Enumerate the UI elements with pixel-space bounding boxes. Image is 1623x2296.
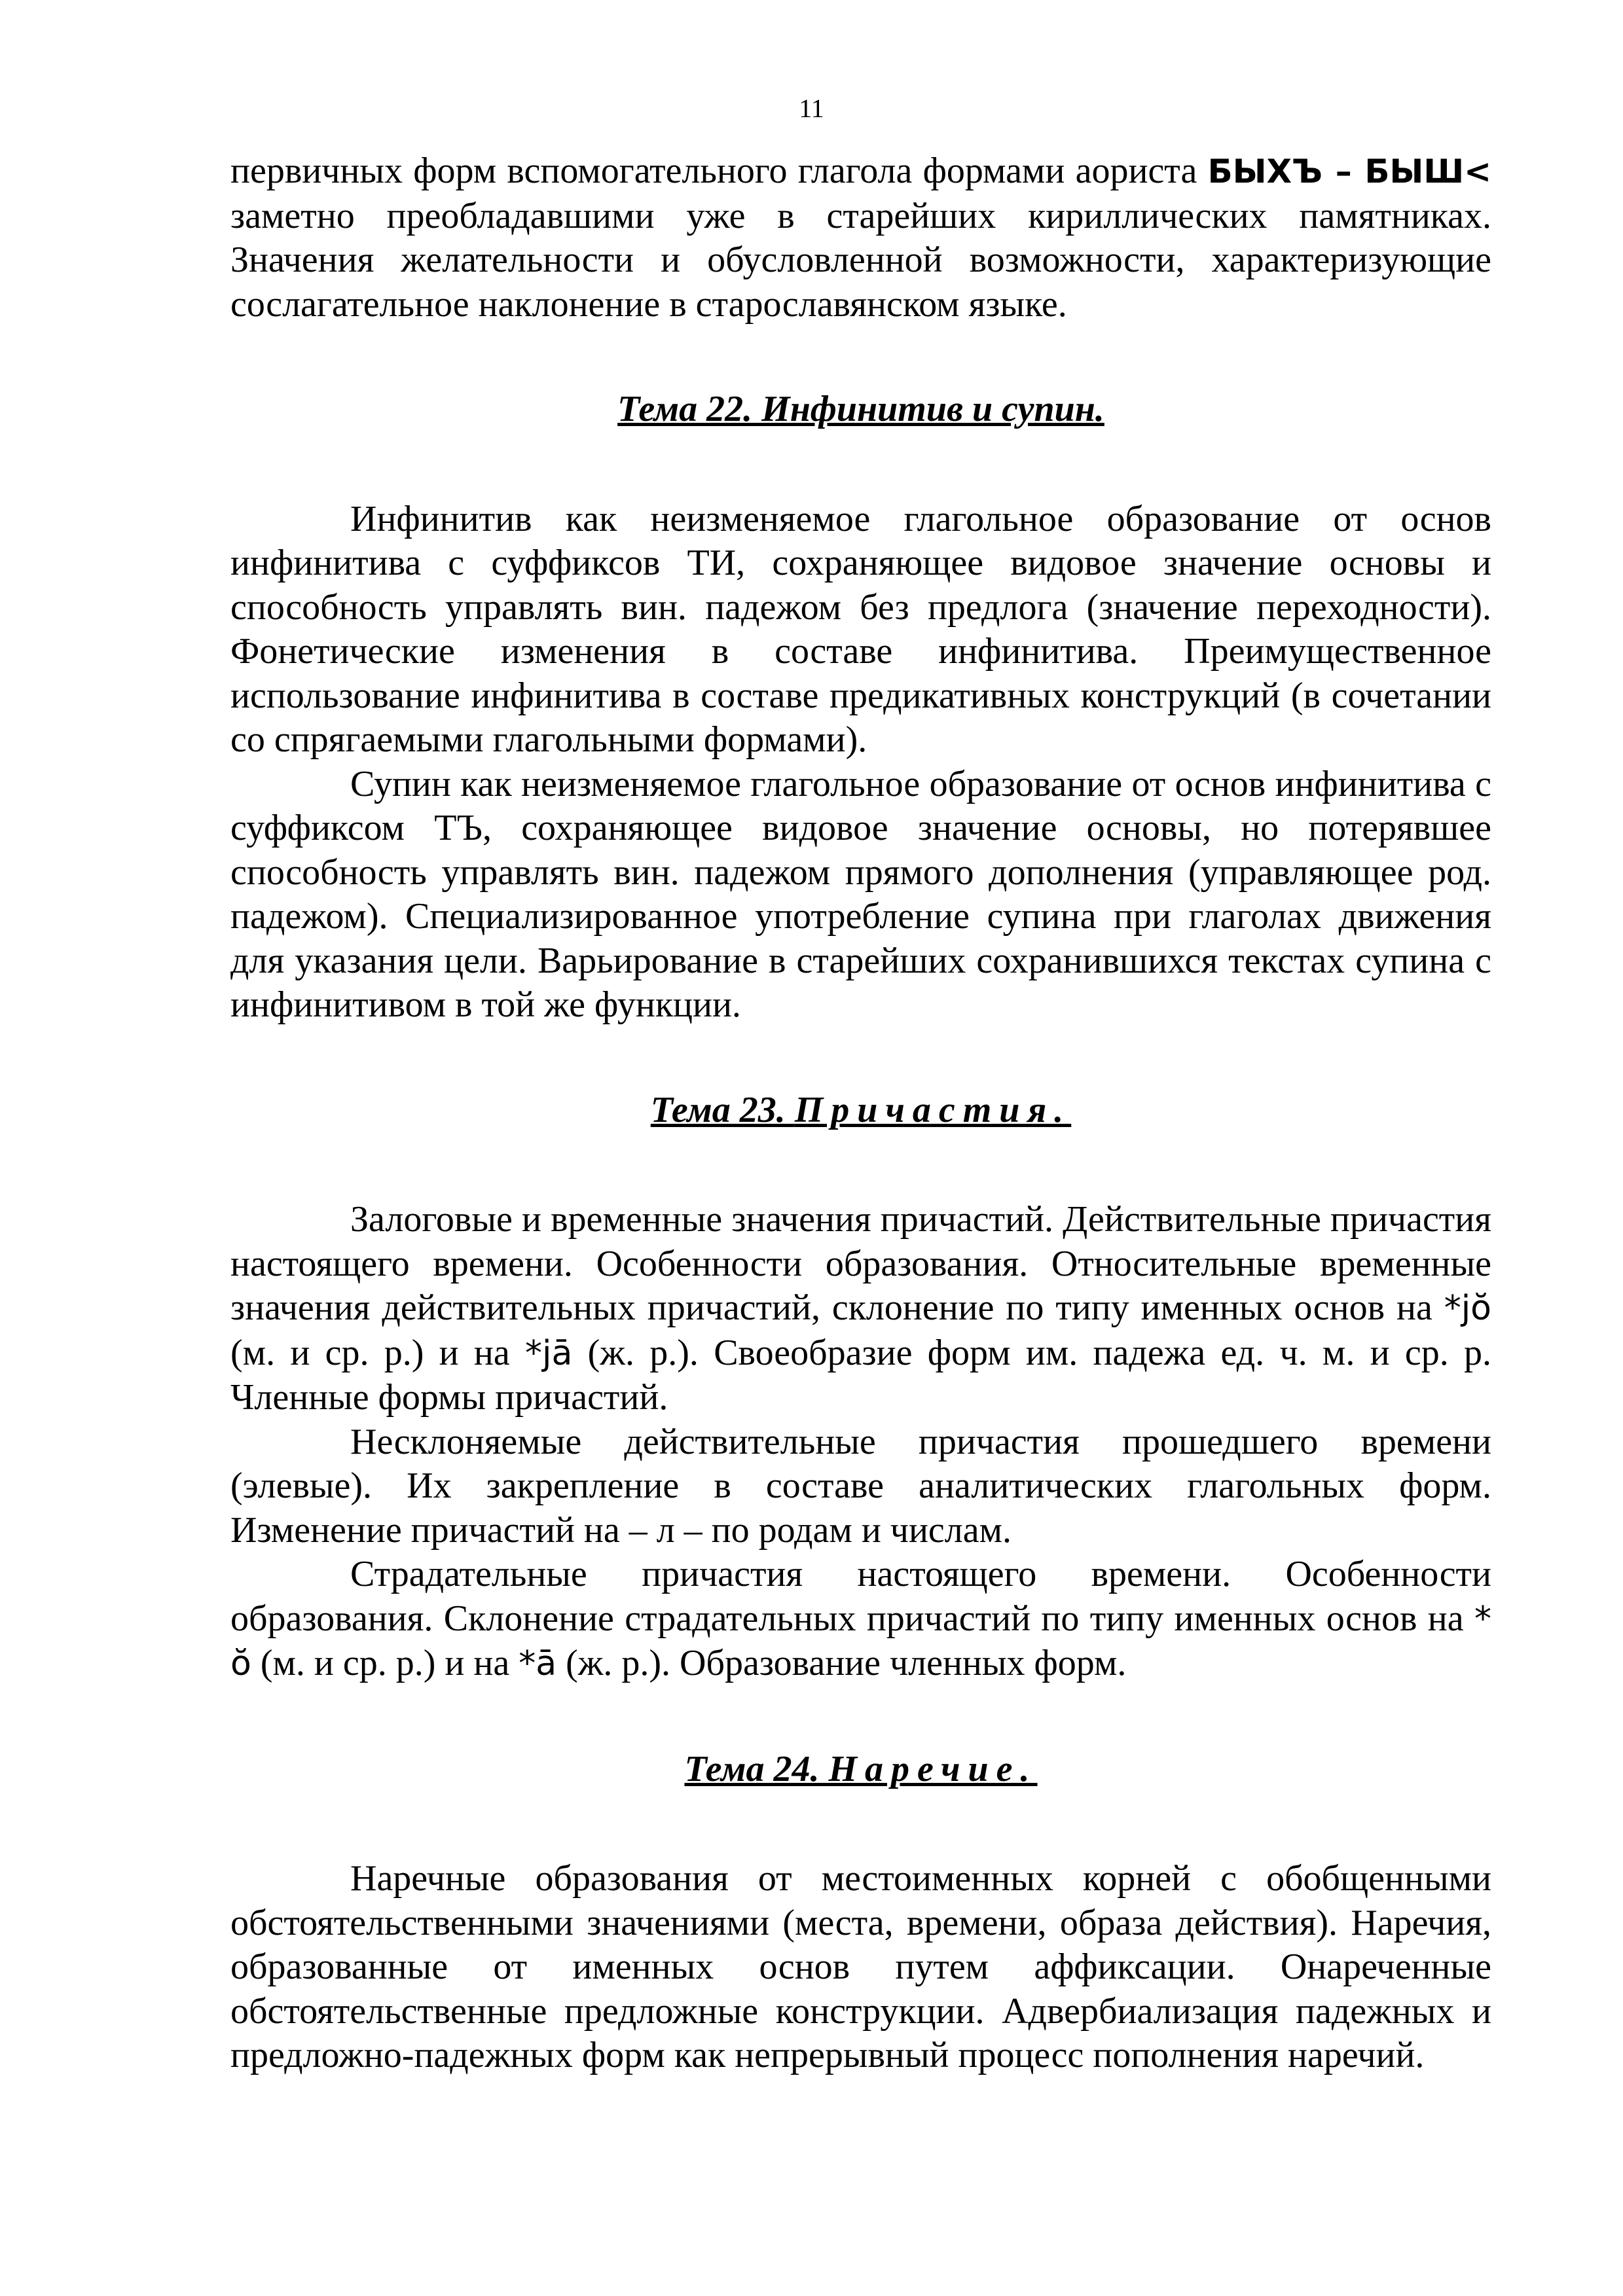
text-fragment: (ж. р.). Своеобразие форм им. падежа ед. ч. м. и ср. р. Членные формы причастий. [230,1332,1491,1418]
topic-23-paragraph-passive-present [230,1552,1491,1687]
text-fragment: (м. и ср. р.) и на [230,1332,526,1373]
text-fragment: Страдательные причастия настоящего времени. Особенности образования. Склонение страдательных причастий по типу именных основ на [230,1554,1491,1639]
topic-24-paragraph-adverb: Наречные образования от местоименных корней с обобщенными обстоятельственными значениями (места, времени, образа действия). Наречия, образованные от именных основ путем аффиксации. Онареченные обстоятельственные предложные конструкции. Адвербиализация падежных и предложно-падежных форм как непрерывный процесс пополнения наречий. [230,1858,1491,2075]
text-fragment: (м. и ср. р.) и на [251,1643,519,1683]
intro-text-end: заметно преобладавшими уже в старейших кириллических памятниках. Значения желательности и обусловленной возможности, характеризующие сослагательное наклонение в старославянском языке. [230,195,1491,325]
stem-o: * ŏ [230,1599,1491,1683]
stem-jo: *jŏ [1444,1289,1491,1328]
topic-23-heading-title: Причастия. [794,1089,1072,1130]
topic-23-heading [230,1088,1491,1133]
intro-text-start: первичных форм вспомогательного глагола формами аориста [230,151,1208,191]
topic-23-paragraph-active-present [230,1198,1491,1420]
topic-24-heading-prefix: Тема 24. [684,1748,829,1789]
text-fragment: (ж. р.). Образование членных форм. [556,1643,1127,1683]
topic-22-heading: Тема 22. Инфинитив и супин. [617,389,1104,429]
topic-23-paragraph-active-past: Несклоняемые действительные причастия прошедшего времени (элевые). Их закрепление в составе аналитических глагольных форм. Изменение причастий на – л – по родам и числам. [230,1421,1491,1551]
topic-22-paragraph-supine: Супин как неизменяемое глагольное образование от основ инфинитива с суффиксом ТЪ, сохраняющее видовое значение основы, но потерявшее способность управлять вин. падежом прямого дополнения (управляющее род. падежом). Специализированное употребление супина при глаголах движения для указания цели. Варьирование в старейших сохранившихся текстах супина с инфинитивом в той же функции. [230,763,1491,1025]
text-fragment: Залоговые и временные значения причастий. Действительные причастия настоящего времени. Особенности образования. Относительные временные значения действительных причастий, склонение по типу именных основ на [230,1199,1491,1328]
stem-a: *ā [519,1644,557,1683]
topic-23-heading-prefix: Тема 23. [650,1089,795,1130]
topic-24-heading-title: Наречие. [828,1748,1038,1789]
aorist-form: БЫХЪ – БЫШ< [1207,152,1491,190]
page-number: 11 [799,94,824,123]
topic-22-paragraph-infinitive: Инфинитив как неизменяемое глагольное образование от основ инфинитива с суффиксов ТИ, сохраняющее видовое значение основы и способность управлять вин. падежом без предлога (значение переходности). Фонетические изменения в составе инфинитива. Преимущественное использование инфинитива в составе предикативных конструкций (в сочетании со спрягаемыми глагольными формами). [230,498,1491,760]
document-body [230,149,1491,2078]
stem-ja: *jā [525,1333,573,1373]
topic-24-heading [230,1748,1491,1792]
intro-paragraph [230,149,1491,327]
